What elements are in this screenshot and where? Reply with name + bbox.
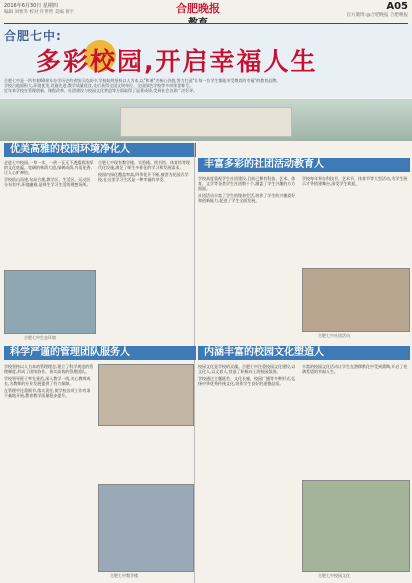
environment-text-2 bbox=[98, 160, 192, 320]
culture-text-2 bbox=[302, 364, 408, 474]
paragraph: 学校通过主题班会、文化长廊、校园广播等多种形式,弘扬中华优秀传统文化,培养学生良好的道德品质。 bbox=[198, 376, 296, 386]
paragraph: 合肥七中现有教学楼、实验楼、图书馆、体育馆等现代化设施,满足了师生多样化的学习和发展需求。 bbox=[98, 160, 190, 170]
paragraph: 走进七中校园,一草一木、一砖一瓦无不透露着浓厚的文化底蕴。宽阔的林荫大道,绿树成荫,鸟语花香,让人心旷神怡。 bbox=[4, 160, 94, 175]
campus-banner-photo bbox=[0, 99, 412, 141]
management-photo-2 bbox=[98, 484, 194, 572]
paragraph: 社团活动丰富了学生的课余生活,培养了学生的兴趣爱好和创新能力,促进了学生全面发展。 bbox=[198, 193, 296, 203]
lead-line: 合肥七中是一所有着60余年办学历史的省级示范高中,学校始终坚持以人为本,以"和谐"为核心价值,努力打造"让每一位学生都能享受教育的幸福"的教育品牌。 bbox=[4, 78, 281, 83]
management-photo-1 bbox=[98, 364, 194, 426]
clubs-caption: 合肥七中社团活动 bbox=[318, 333, 350, 338]
lead-line: 学校占地面积大,环境优美,设施先进,教学质量优良,先后获得全国文明单位、全国绿色学校等多项荣誉称号。 bbox=[4, 83, 194, 88]
paragraph: 校园文化是学校的灵魂。合肥七中注重校园文化建设,以文化人,以文育人,营造了积极向上的校园氛围。 bbox=[198, 364, 296, 374]
section-title-management: 科学严谨的管理团队服务人 bbox=[4, 346, 196, 360]
page-number: A05 bbox=[386, 1, 408, 12]
issue-date: 2016年6月30日 星期四 bbox=[4, 3, 58, 9]
paragraph: 在管理中注重细节,落实责任,使学校各项工作有条不紊地开展,教育教学质量稳步提升。 bbox=[4, 388, 91, 398]
headline-kicker: 合肥七中: bbox=[4, 29, 62, 43]
culture-caption: 合肥七中校园文化 bbox=[318, 573, 350, 578]
editor-credits: 编辑 刘寒冬 校对 许世智 美编 黄宇 bbox=[4, 10, 75, 15]
paragraph: 学校依山而建,布局合理,教学区、生活区、运动区分布有序,环境幽雅,是师生学习生活的理想场所。 bbox=[4, 177, 91, 187]
clubs-photo bbox=[302, 268, 410, 332]
section-title-environment: 优美高雅的校园环境净化人 bbox=[4, 143, 196, 157]
paragraph: 校园内绿化覆盖率高,四季花开不断,被誉为花园式学校,在这里学习生活是一种幸福的享受。 bbox=[98, 172, 189, 182]
management-text bbox=[4, 364, 94, 574]
paragraph: 学校领导班子率先垂范,深入教学一线,关心教师成长,为教师的专业发展提供了有力保障。 bbox=[4, 376, 91, 386]
culture-text bbox=[198, 364, 298, 574]
lead-paragraph bbox=[4, 78, 408, 93]
headline-title: 多彩校园,开启幸福人生 bbox=[36, 47, 318, 76]
lead-line: 近年来学校在管理创新、课程改革、社团建设与校园文化营造等方面取得了显著成绩,受到社会各界广泛好评。 bbox=[4, 88, 198, 93]
campus-building bbox=[120, 107, 292, 137]
column-divider bbox=[194, 143, 195, 583]
paragraph: 学校每年举办科技节、艺术节、体育节等大型活动,为学生展示才华搭建舞台,深受学生欢迎。 bbox=[302, 176, 408, 186]
environment-caption: 合肥七中生态环境 bbox=[24, 335, 56, 340]
culture-photo bbox=[302, 480, 410, 572]
paragraph: 学校坚持以人为本的管理理念,建立了科学规范的管理制度,形成了团结协作、务实高效的管理团队。 bbox=[4, 364, 94, 374]
paragraph: 丰富的校园文化活动让学生在潜移默化中受到熏陶,开启了充满希望的幸福人生。 bbox=[302, 364, 408, 374]
paragraph: 学校高度重视学生社团建设,目前已拥有科技、艺术、体育、文学等各类学生社团数十个,涵盖了学生兴趣的方方面面。 bbox=[198, 176, 296, 191]
environment-photo bbox=[4, 270, 96, 334]
weibo-info: 官方微博:@合肥晚报 合肥晚报 bbox=[346, 13, 408, 18]
section-title-culture: 内涵丰富的校园文化塑造人 bbox=[198, 346, 410, 360]
masthead-logo: 合肥晚报 bbox=[176, 2, 220, 15]
headline-block bbox=[0, 24, 412, 98]
management-caption: 合肥七中教学楼 bbox=[110, 573, 138, 578]
page-header bbox=[0, 0, 412, 24]
section-title-clubs: 丰富多彩的社团活动教育人 bbox=[198, 158, 410, 172]
